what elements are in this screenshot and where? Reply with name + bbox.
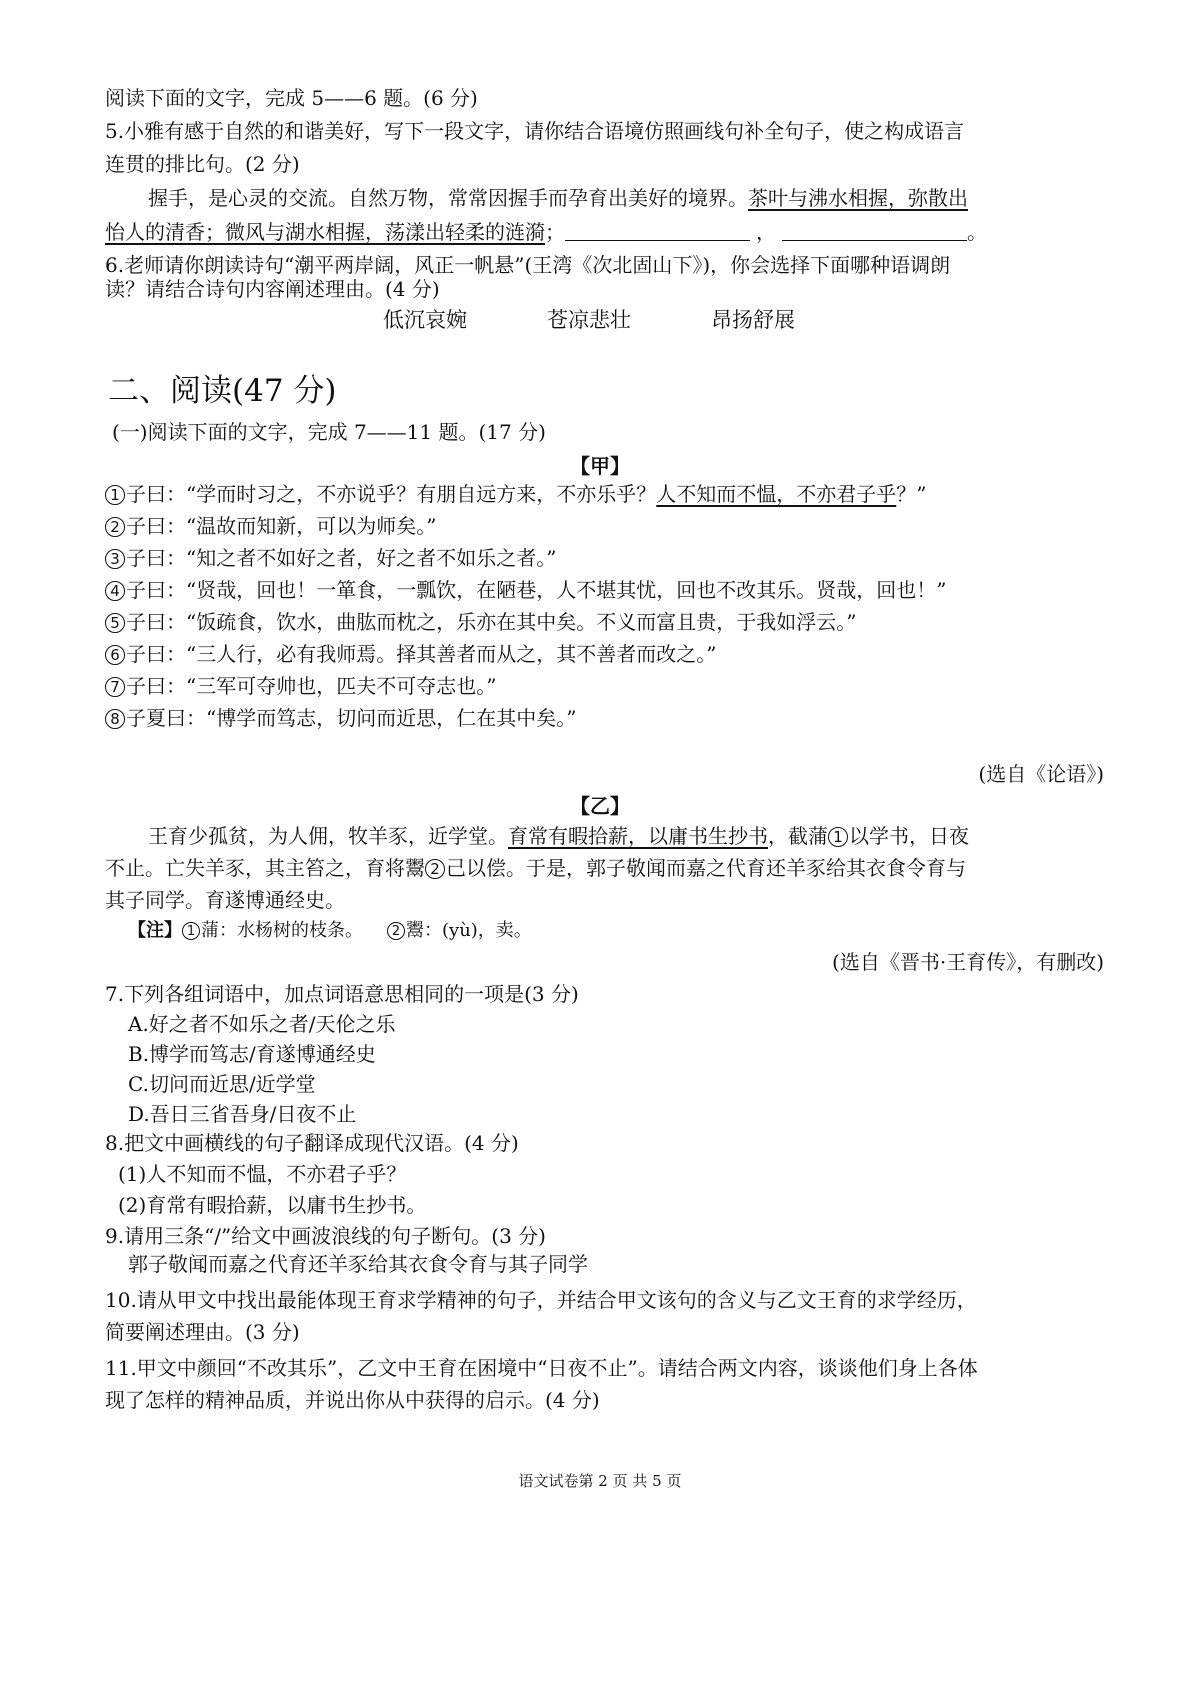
reading-intro: 阅读下面的文字，完成 5——6 题。(6 分) — [105, 86, 478, 110]
q5-stem-line2: 连贯的排比句。(2 分) — [105, 152, 300, 176]
yi-underlined-sentence: 育常有暇拾薪，以庸书生抄书 — [508, 824, 768, 848]
page-footer: 语文试卷第 2 页 共 5 页 — [518, 1472, 682, 1490]
q6-tone-options — [383, 310, 795, 331]
q6-stem-line2: 读？请结合诗句内容阐述理由。(4 分) — [105, 277, 440, 301]
q5-paragraph-line1 — [148, 188, 968, 208]
note-marker-1: 1 — [828, 827, 848, 847]
circled-number: 3 — [105, 549, 125, 569]
note-marker-2: 2 — [425, 859, 445, 879]
q11-stem-line1: 11.甲文中颜回“不改其乐”，乙文中王育在困境中“日夜不止”。请结合两文内容，谈谈他们身上各体 — [105, 1356, 978, 1380]
q7-option-a: A.好之者不如乐之者/天伦之乐 — [128, 1012, 396, 1036]
circled-number: 5 — [105, 613, 125, 633]
circled-number: 2 — [105, 517, 125, 537]
q8-item-1: (1)人不知而不愠，不亦君子乎？ — [118, 1162, 407, 1186]
circled-number: 4 — [105, 581, 125, 601]
q5-paragraph-line2: 怡人的清香；微风与湖水相握，荡漾出轻柔的涟漪； ， 。 — [105, 220, 987, 244]
jia-underlined-sentence: 人不知而不愠，不亦君子乎 — [656, 482, 897, 506]
q8-stem: 8.把文中画横线的句子翻译成现代汉语。(4 分) — [105, 1131, 519, 1155]
circled-number: 1 — [182, 922, 200, 940]
jia-line-5: 5 子曰：“饭疏食，饮水，曲肱而枕之，乐亦在其中矣。不义而富且贵，于我如浮云。” — [105, 612, 856, 633]
circled-number: 8 — [105, 709, 125, 729]
jia-line-8: 8 子夏曰：“博学而笃志，切问而近思，仁在其中矣。” — [105, 708, 576, 729]
circled-number: 1 — [105, 485, 125, 505]
circled-number: 7 — [105, 677, 125, 697]
section-title: 二、阅读(47 分) — [108, 373, 337, 409]
q5-stem-line1: 5.小雅有感于自然的和谐美好，写下一段文字，请你结合语境仿照画线句补全句子，使之构成语言 — [105, 119, 965, 143]
jia-line-7: 7 子曰：“三军可夺帅也，匹夫不可夺志也。” — [105, 676, 496, 697]
q6-option-2: 苍凉悲壮 — [547, 308, 631, 332]
jia-heading: 【甲】 — [570, 454, 630, 478]
q5-answer-blank-2[interactable] — [782, 222, 967, 241]
yi-line-1: 王育少孤贫，为人佣，牧羊豕，近学堂。育常有暇拾薪，以庸书生抄书，截蒲 1 以学书，日夜 — [148, 824, 969, 848]
yi-heading: 【乙】 — [570, 794, 630, 818]
q10-stem-line2: 简要阐述理由。(3 分) — [105, 1320, 300, 1344]
jia-line-3: 3 子曰：“知之者不如好之者，好之者不如乐之者。” — [105, 548, 556, 569]
q8-item-2: (2)育常有暇拾薪，以庸书生抄书。 — [118, 1193, 427, 1217]
jia-source: (选自《论语》) — [978, 762, 1104, 786]
yi-line-3: 其子同学。育遂博通经史。 — [105, 888, 345, 912]
yi-line-2: 不止。亡失羊豕，其主笞之，育将鬻 2 己以偿。于是，郭子敬闻而嘉之代育还羊豕给其衣食令育与 — [105, 856, 966, 880]
part1-intro: (一)阅读下面的文字，完成 7——11 题。(17 分) — [112, 420, 546, 444]
q7-stem: 7.下列各组词语中，加点词语意思相同的一项是(3 分) — [105, 982, 579, 1006]
q7-option-b: B.博学而笃志/育遂博通经史 — [128, 1042, 376, 1066]
q10-stem-line1: 10.请从甲文中找出最能体现王育求学精神的句子，并结合甲文该句的含义与乙文王育的求学经历， — [105, 1288, 977, 1312]
q5-paragraph-lead: 握手，是心灵的交流。自然万物，常常因握手而孕育出美好的境界。 — [148, 186, 748, 210]
q5-underlined-sentence-part2: 怡人的清香；微风与湖水相握，荡漾出轻柔的涟漪 — [105, 220, 545, 244]
q9-stem: 9.请用三条“/”给文中画波浪线的句子断句。(3 分) — [105, 1224, 546, 1248]
q7-option-d: D.吾日三省吾身/日夜不止 — [128, 1102, 357, 1126]
yi-notes: 【注】 1 蒲：水杨树的枝条。 2 鬻：(yù)，卖。 — [128, 920, 532, 941]
jia-line-4: 4 子曰：“贤哉，回也！一箪食，一瓢饮，在陋巷，人不堪其忧，回也不改其乐。贤哉，回也！” — [105, 580, 946, 601]
jia-line-1: 1 子曰：“学而时习之，不亦说乎？有朋自远方来，不亦乐乎？人不知而不愠，不亦君子乎？” — [105, 484, 926, 505]
q6-option-1: 低沉哀婉 — [383, 308, 467, 332]
q5-answer-blank-1[interactable] — [565, 222, 750, 241]
q11-stem-line2: 现了怎样的精神品质，并说出你从中获得的启示。(4 分) — [105, 1388, 600, 1412]
yi-source: (选自《晋书·王育传》，有删改) — [832, 950, 1104, 974]
q6-option-3: 昂扬舒展 — [711, 308, 795, 332]
jia-line-2: 2 子曰：“温故而知新，可以为师矣。” — [105, 516, 436, 537]
circled-number: 2 — [387, 922, 405, 940]
q6-stem-line1: 6.老师请你朗读诗句“潮平两岸阔，风正一帆悬”(王湾《次北固山下》)，你会选择下面哪种语调朗 — [105, 253, 951, 277]
q7-option-c: C.切问而近思/近学堂 — [128, 1072, 316, 1096]
q5-underlined-sentence-part1: 茶叶与沸水相握，弥散出 — [748, 186, 968, 210]
circled-number: 6 — [105, 645, 125, 665]
jia-line-6: 6 子曰：“三人行，必有我师焉。择其善者而从之，其不善者而改之。” — [105, 644, 716, 665]
q9-sentence: 郭子敬闻而嘉之代育还羊豕给其衣食令育与其子同学 — [128, 1252, 588, 1276]
